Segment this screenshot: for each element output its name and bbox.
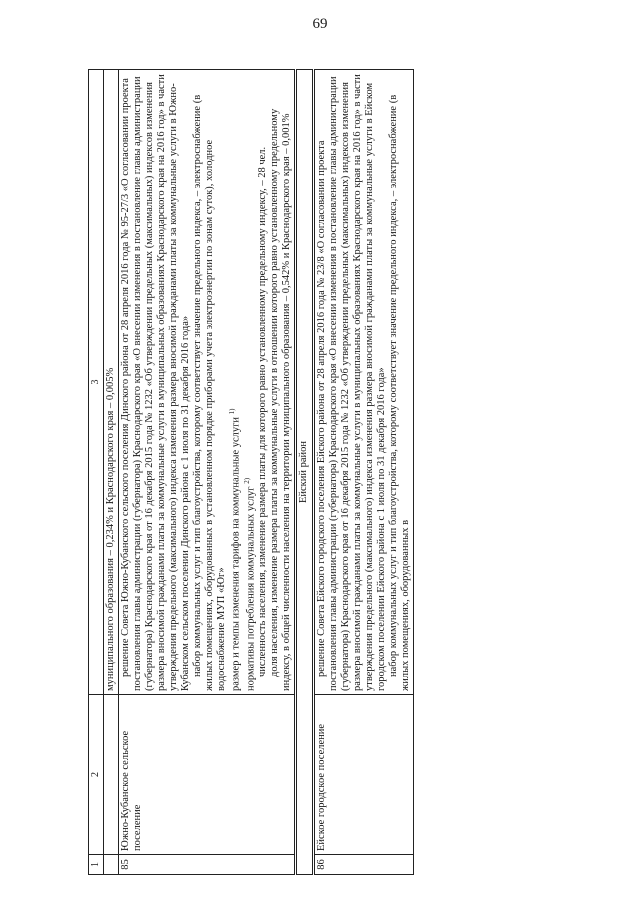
- row-number: 86: [313, 855, 414, 875]
- section-title: Ейский район: [296, 70, 313, 875]
- norms-line: [243, 73, 258, 691]
- population-share-text: доля населения, изменение размера платы за коммунальные услуги в отношении которого равно установленному предельному индексу, в общей численности населения на территории муниципального образования – 0,542% и Краснодарского края – 0,001%: [269, 108, 293, 691]
- page-number: 69: [312, 16, 328, 32]
- settlement-name: Ейское городское поселение: [313, 695, 414, 855]
- row-details: [313, 70, 414, 695]
- decision-text: решение Совета Южно-Кубанского сельского поселения Динского района от 28 апреля 2016 года № 95-27/3 «О согласовании проекта постановления главы администрации (губернатора) Краснодарского края «О внесении изменения в постановление главы администрации (губернатора) Краснодарского края от 16 декабря 2015 года № 1232 «Об утверждении предельных (максимальных) индексов изменения размера вносимой гражданами платы за коммунальные услуги в муниципальных образованиях Краснодарского края на 2016 год» в части утверждения предельного (максимального) индекса изменения размера вносимой гражданами платы за коммунальные услуги в Южно-Кубанском сельском поселении Динского района с 1 июля по 31 декабря 2016 года»: [119, 74, 191, 691]
- settlement-name: Южно-Кубанское сельское поселение: [118, 695, 296, 855]
- table-row-86: [313, 70, 414, 875]
- row-details: [118, 70, 296, 695]
- footnote-1: 1): [228, 408, 237, 415]
- rotated-table-wrapper: [88, 70, 588, 875]
- footnote-2: 2): [242, 477, 251, 484]
- tariff-size-line: [228, 73, 243, 691]
- population-text: численность населения, изменение размера платы для которого равно установленному предельному индексу, – 28 чел.: [257, 146, 269, 677]
- data-table: [88, 69, 414, 875]
- table-header-row: [89, 70, 104, 875]
- section-row: [296, 70, 313, 875]
- header-col-1: 1: [89, 855, 104, 875]
- header-col-2: 2: [89, 695, 104, 855]
- services-set-text: набор коммунальных услуг и тип благоустройства, которому соответствует значение предельного индекса, – электроснабжение (в жилых помещениях, оборудованных в установленном порядке приборами учета электроэнергии по зонам суток), холодное водоснабжение МУП «Юг»: [191, 94, 228, 691]
- norms-text: нормативы потребления коммунальных услуг: [245, 486, 257, 691]
- row-number: 85: [118, 855, 296, 875]
- intro-text: муниципального образования – 0,234% и Краснодарского края – 0,005%: [103, 70, 118, 695]
- services-set-text: набор коммунальных услуг и тип благоустройства, которому соответствует значение предельного индекса, – электроснабжение (в жилых помещениях, оборудованных в: [387, 94, 411, 691]
- header-col-3: 3: [89, 70, 104, 695]
- tariff-size-text: размер и темпы изменения тарифов на коммунальные услуги: [230, 416, 242, 691]
- table-row: [103, 70, 118, 875]
- table-row-85: [118, 70, 296, 875]
- decision-text: решение Совета Ейского городского поселения Ейского района от 28 апреля 2016 года № 23/8 «О согласовании проекта постановления главы администрации (губернатора) Краснодарского края «О внесении изменения в постановление главы администрации (губернатора) Краснодарского края от 16 декабря 2015 года № 1232 «Об утверждении предельных (максимальных) индексов изменения размера вносимой гражданами платы за коммунальные услуги в муниципальных образованиях Краснодарского края на 2016 год» в части утверждения предельного (максимального) индекса изменения размера вносимой гражданами платы за коммунальные услуги в Ейском городском поселении Ейского района с 1 июля по 31 декабря 2016 года»: [315, 74, 387, 691]
